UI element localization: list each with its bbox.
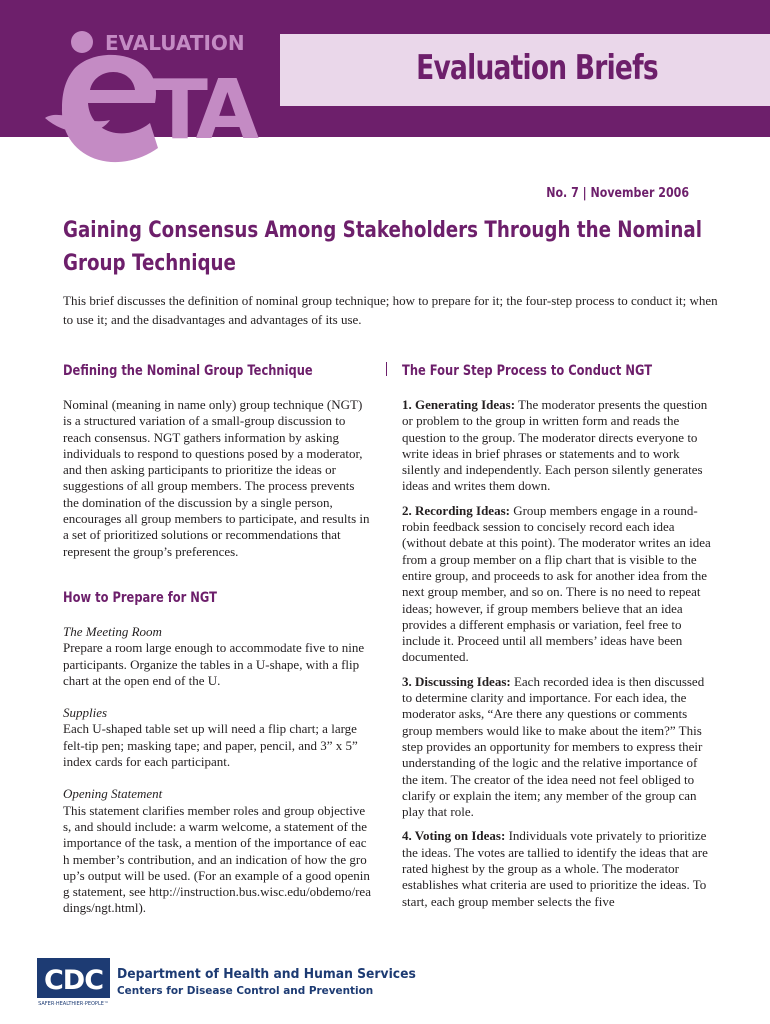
left-column	[63, 362, 373, 917]
opening-statement-paragraph: This statement clarifies member roles and group objectives, and should include: a warm welcome, a statement of the importance of the task, a mention of the importance of each member’s contribution, and an indication of how the group’s output will be used. (For an example of a good opening statement, see http://instruction.bus.wisc.edu/obdemo/readings/ngt.html).	[63, 802, 371, 916]
step-label: 1. Generating Ideas:	[402, 397, 516, 412]
subheading-meeting-room: The Meeting Room	[63, 623, 162, 639]
step-label: 4. Voting on Ideas:	[402, 828, 506, 844]
logo-letters: TA	[152, 63, 254, 158]
step-text: Group members engage in a round-robin feedback session to concisely record each idea (without debate at this point). The moderator writes an idea from a group member on a flip chart that is visible to the entire group, and proceeds to ask for another idea from the next group member, and so on. There is no need to repeat ideas; however, if group members believe that an idea provides a different emphasis or variation, feel free to include it. Proceed until all members’ ideas have been documented.	[402, 502, 711, 665]
issue-number: No. 7 | November 2006	[546, 186, 689, 201]
step-paragraph	[402, 674, 712, 821]
step-text: Each recorded idea is then discussed to determine clarity and importance. For each idea, the moderator asks, “Are there any questions or comments group members would like to make about the item?” This step provides an opportunity for members to express their understanding of the logic and the relative importance of the item. The creator of the idea need not feel obliged to clarify or explain the item; any member of the group can play that role.	[402, 673, 705, 820]
main-title	[63, 214, 723, 280]
step-text: The moderator presents the question or problem to the group in written form and reads the question to the group. The moderator directs everyone to write ideas in brief phrases or statements and to work silently and independently. Each person silently generates ideas and writes them down.	[402, 397, 708, 494]
footer-centers: Centers for Disease Control and Prevention	[117, 984, 374, 997]
main-title-line: Group Technique	[63, 251, 236, 276]
subheading-supplies: Supplies	[63, 705, 108, 721]
brand-box	[280, 34, 770, 106]
eta-logo	[40, 8, 275, 173]
logo-dot	[71, 31, 93, 53]
section-heading-four-step: The Four Step Process to Conduct NGT	[402, 363, 653, 379]
meeting-room-paragraph: Prepare a room large enough to accommodate five to nine participants. Organize the tables in a U-shape, with a flip chart at the open end of the U.	[63, 640, 365, 688]
step-paragraph	[402, 828, 712, 909]
brand-title: Evaluation Briefs	[416, 48, 658, 88]
logo-word: EVALUATION	[105, 31, 245, 55]
column-divider	[386, 362, 387, 376]
subheading-opening-statement: Opening Statement	[63, 786, 163, 802]
cdc-letters: CDC	[43, 965, 104, 996]
step-label: 3. Discussing Ideas:	[402, 673, 511, 689]
cdc-logo	[37, 958, 110, 1006]
step-text: Individuals vote privately to prioritize the ideas. The votes are tallied to identify the ideas that are rated highest by the group as a whole. The moderator establishes what criteria are used to prioritize the ideas. To start, each group member selects the five	[402, 828, 708, 909]
step-label: 2. Recording Ideas:	[402, 502, 510, 518]
footer-department: Department of Health and Human Services	[117, 967, 416, 982]
logo-e-shape	[62, 55, 158, 162]
supplies-paragraph: Each U-shaped table set up will need a flip chart; a large felt-tip pen; masking tape; and paper, pencil, and 3” x 5” index cards for each participant.	[63, 721, 358, 770]
section-heading-defining: Defining the Nominal Group Technique	[63, 363, 313, 379]
section-heading-prepare: How to Prepare for NGT	[63, 589, 217, 606]
cdc-tagline: SAFER·HEALTHIER·PEOPLE™	[38, 1001, 109, 1006]
step-paragraph	[402, 397, 712, 495]
main-title-line: Gaining Consensus Among Stakeholders Through the Nominal	[63, 218, 703, 243]
right-column	[402, 362, 712, 910]
step-paragraph	[402, 503, 712, 666]
footer-text	[117, 966, 432, 999]
definition-paragraph: Nominal (meaning in name only) group technique (NGT) is a structured variation of a small-group discussion to reach consensus. NGT gathers information by asking individuals to respond to questions posed by a moderator, and then asking participants to prioritize the ideas or suggestions of all group members. The process prevents the domination of the discussion by a single person, encourages all group members to participate, and results in a set of prioritized solutions or recommendations that represent the group’s preferences.	[63, 397, 370, 559]
intro-paragraph: This brief discusses the definition of nominal group technique; how to prepare for it; the four-step process to conduct it; when to use it; and the disadvantages and advantages of its use.	[63, 293, 718, 327]
